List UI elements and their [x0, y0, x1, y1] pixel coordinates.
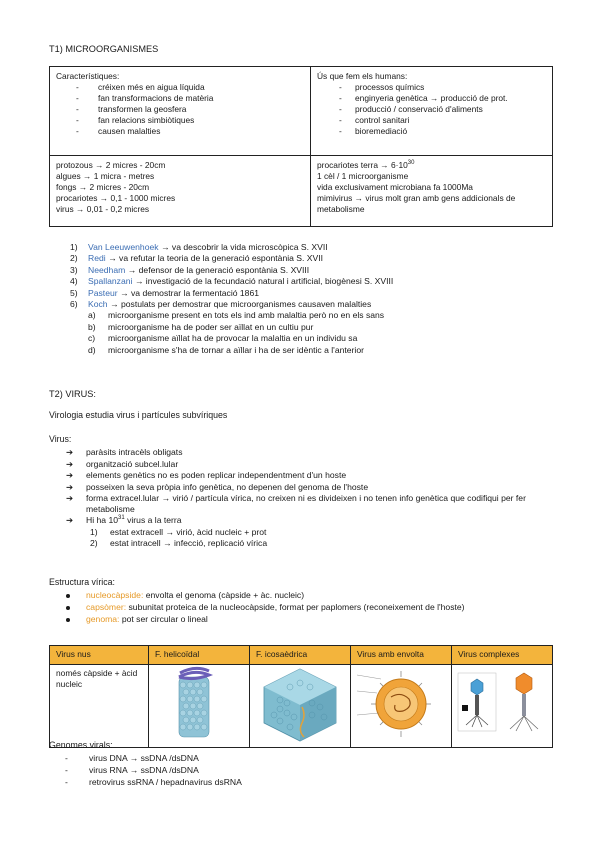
genomes-heading: Genomes virals: — [49, 740, 113, 750]
list-item: 4) Spallanzani → investigació de la fecundació natural i artificial, biogènesi S. XVIII — [70, 276, 394, 287]
virus-label: Virus: — [49, 434, 72, 444]
characteristics-heading: Característiques: — [56, 71, 120, 81]
list-item: genoma: pot ser circular o lineal — [62, 614, 562, 626]
list-item: 2) Redi → va refutar la teoria de la generació espontània S. XVII — [70, 253, 324, 264]
list-item: - virus DNA → ssDNA /dsDNA — [49, 753, 549, 765]
fact-line: vida exclusivament microbiana fa 1000Ma — [317, 182, 473, 193]
genomes-list — [49, 753, 549, 788]
list-item: ➔ paràsits intracèls obligats — [66, 447, 183, 457]
characteristics-list — [56, 82, 304, 137]
list-item: capsòmer: subunitat proteica de la nucleocàpside, format per paplomers (reconeixement de l'hoste) — [62, 602, 562, 614]
koch-postulate: a) microorganisme present en tots els ind amb malaltia però no en els sans — [88, 310, 385, 321]
list-item: ➔ forma extracel.lular → virió / partícula vírica, no creixen ni es divideixen i no tenen info genètica que codifiqui per fer metabolisme — [66, 493, 526, 515]
list-item: - fan relacions simbiòtiques — [56, 115, 304, 126]
virus-types-table — [49, 645, 553, 748]
icosahedral-virus-image — [250, 665, 351, 748]
structure-list — [62, 590, 562, 625]
list-item: ➔ Hi ha $10^{31}$ virus a la terra — [66, 515, 182, 526]
list-item: 3) Needham → defensor de la generació espontània S. XVIII — [70, 264, 310, 275]
list-item: - control sanitari — [317, 115, 546, 126]
list-item: 5) Pasteur → va demostrar la fermentació 1861 — [70, 287, 260, 298]
list-item: - producció / conservació d'aliments — [317, 104, 546, 115]
sizes-cell — [50, 156, 311, 227]
koch-postulate: c) microorganisme aïllat ha de provocar la malaltia en un individu sa — [88, 333, 358, 344]
fact-line: 1 cèl / 1 microorganisme — [317, 171, 409, 182]
fact-line: mimivirus → virus molt gran amb gens addicionals de metabolisme — [317, 193, 516, 215]
arrow-icon: ➔ — [66, 447, 74, 457]
koch-postulate: b) microorganisme ha de poder ser aïllat en un cultiu pur — [88, 321, 314, 332]
size-line: virus → 0,01 - 0,2 micres — [56, 204, 150, 215]
list-item: - créixen més en aigua líquida — [56, 82, 304, 93]
list-item: - retrovirus ssRNA / hepadnavirus dsRNA — [49, 777, 549, 789]
bullet-icon — [66, 618, 70, 622]
virus-state: 2) estat intracell → infecció, replicació vírica — [90, 538, 268, 549]
complex-virus-image — [452, 665, 553, 748]
size-line: protozous → 2 micres - 20cm — [56, 160, 166, 170]
naked-virus-cell: només càpside + àcid nucleic — [50, 665, 149, 748]
size-line: algues → 1 micra - metres — [56, 171, 155, 182]
arrow-icon: ➔ — [66, 515, 74, 526]
human-uses-list — [317, 82, 546, 137]
table-header: Virus complexes — [452, 646, 553, 665]
human-uses-heading: Ús que fem els humans: — [317, 71, 408, 81]
characteristics-table — [49, 66, 553, 227]
size-line: fongs → 2 micres - 20cm — [56, 182, 150, 193]
helical-virus-image — [149, 665, 250, 748]
arrow-icon: ➔ — [66, 481, 74, 492]
table-header: Virus nus — [50, 646, 149, 665]
list-item: 1) Van Leeuwenhoek → va descobrir la vida microscòpica S. XVII — [70, 242, 328, 252]
table-header: Virus amb envolta — [351, 646, 452, 665]
table-header: F. icosaèdrica — [250, 646, 351, 665]
enveloped-virus-image — [351, 665, 452, 748]
history-list — [70, 242, 570, 356]
arrow-icon: ➔ — [66, 470, 74, 480]
list-item: ➔ organització subcel.lular — [66, 458, 179, 469]
virus-state: 1) estat extracell → virió, àcid nucleic + prot — [90, 526, 267, 537]
list-item: - processos químics — [317, 82, 546, 93]
list-item: ➔ posseixen la seva pròpia info genètica, no depenen del genoma de l'hoste — [66, 481, 369, 492]
section-title-t1: T1) MICROORGANISMES — [49, 44, 159, 54]
facts-cell — [311, 156, 553, 227]
list-item: ➔ elements genètics no es poden replicar independentment d'un hoste — [66, 470, 347, 480]
size-line: procariotes → 0,1 - 1000 micres — [56, 193, 176, 204]
structure-heading: Estructura vírica: — [49, 577, 115, 587]
list-item: - virus RNA → ssDNA /dsDNA — [49, 765, 549, 777]
list-item: 6) Koch → postulats per demostrar que microorganismes causaven malalties — [70, 298, 372, 309]
fact-line: procariotes terra → $6\cdot 10^{30}$ — [317, 160, 415, 170]
virus-properties-list — [62, 447, 562, 550]
list-item: - causen malalties — [56, 126, 304, 137]
section-title-t2: T2) VIRUS: — [49, 389, 96, 399]
koch-postulate: d) microorganisme s'ha de tornar a aïllar i ha de ser idèntic a l'anterior — [88, 344, 364, 355]
bullet-icon — [66, 606, 70, 610]
list-item: nucleocàpside: envolta el genoma (càpside + àc. nucleic) — [62, 590, 562, 602]
human-uses-cell — [311, 67, 553, 156]
list-item: - bioremediació — [317, 126, 546, 137]
list-item: - transformen la geosfera — [56, 104, 304, 115]
virology-intro: Virologia estudia virus i partícules subvíriques — [49, 410, 228, 420]
arrow-icon: ➔ — [66, 493, 74, 503]
bullet-icon — [66, 594, 70, 598]
table-header: F. helicoïdal — [149, 646, 250, 665]
characteristics-cell — [50, 67, 311, 156]
list-item: - enginyeria genètica → producció de prot. — [317, 93, 546, 104]
list-item: - fan transformacions de matèria — [56, 93, 304, 104]
arrow-icon: ➔ — [66, 458, 74, 469]
